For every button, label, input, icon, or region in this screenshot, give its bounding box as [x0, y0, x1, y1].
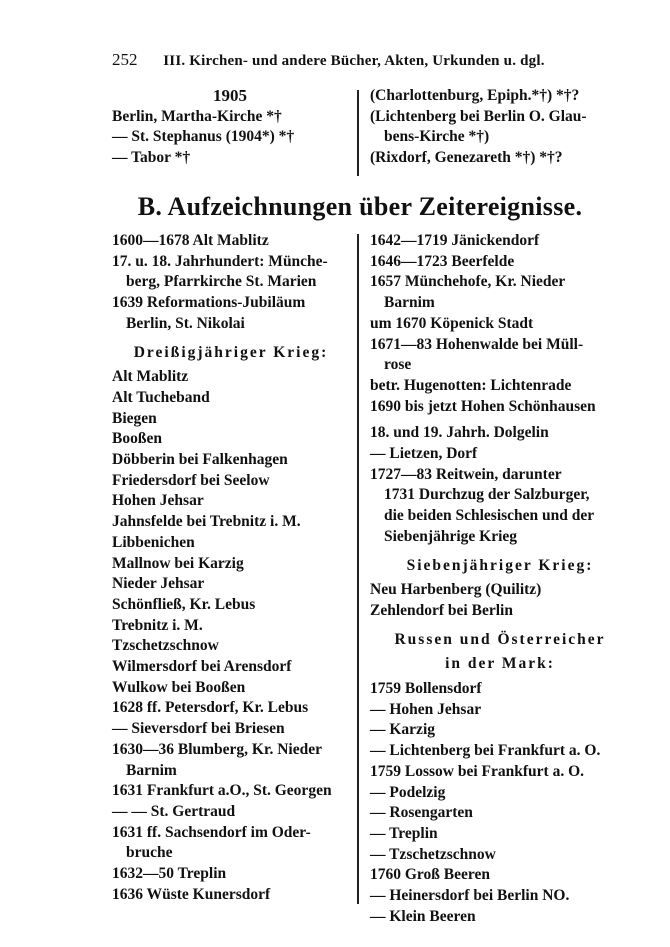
- entry-line: rose: [384, 356, 412, 374]
- entry-line: 1639 Reformations-Jubiläum: [112, 294, 306, 312]
- entry-line: 1642—1719 Jänickendorf: [370, 232, 540, 249]
- entry-line: — Tabor *†: [112, 149, 191, 167]
- entry-line: um 1670 Köpenick Stadt: [370, 314, 534, 332]
- entry-line: 1727—83 Reitwein, darunter: [370, 465, 562, 483]
- entry-line: — Klein Beeren: [370, 907, 476, 925]
- entry-line: berg, Pfarrkirche St. Marien: [126, 273, 317, 291]
- entry-line: Neu Harbenberg (Quilitz): [370, 581, 542, 599]
- entry-line: Siebenjährige Krieg: [384, 527, 518, 545]
- entry-line: — Karzig: [370, 721, 435, 739]
- entry-line: Jahnsfelde bei Trebnitz i. M.: [112, 513, 301, 531]
- entry-line: — St. Stephanus (1904*) *†: [112, 128, 295, 146]
- entry-line: Wilmersdorf bei Arensdorf: [112, 658, 292, 676]
- page-number: 252: [112, 50, 138, 69]
- entry-line: 1759 Lossow bei Frankfurt a. O.: [370, 762, 584, 780]
- entry-line: Wulkow bei Booßen: [112, 678, 246, 696]
- entry-line: 1646—1723 Beerfelde: [370, 252, 515, 270]
- entry-line: betr. Hugenotten: Lichtenrade: [370, 376, 572, 394]
- main-right-column: [370, 231, 630, 928]
- main-left-column: [112, 231, 350, 906]
- entry-line: Alt Mablitz: [112, 368, 189, 386]
- top-left-column: [112, 86, 348, 169]
- entry-line: — Treplin: [370, 824, 438, 842]
- entry-line: Berlin, St. Nikolai: [126, 314, 245, 332]
- entry-line: 1636 Wüste Kunersdorf: [112, 885, 271, 903]
- entry-line: — Tzschetzschnow: [370, 845, 496, 863]
- entry-line: 1631 ff. Sachsendorf im Oder-: [112, 823, 311, 841]
- subheading: Siebenjähriger Krieg:: [406, 556, 594, 574]
- entry-line: Barnim: [384, 294, 435, 312]
- entry-line: Biegen: [112, 409, 157, 427]
- entry-line: 1600—1678 Alt Mablitz: [112, 232, 269, 249]
- entry-line: 1657 Münchehofe, Kr. Nieder: [370, 273, 566, 291]
- entry-line: 1628 ff. Petersdorf, Kr. Lebus: [112, 699, 309, 717]
- entry-line: (Charlottenburg, Epiph.*†) *†?: [370, 87, 580, 104]
- entry-line: 1632—50 Treplin: [112, 865, 227, 883]
- entry-line: — — St. Gertraud: [112, 802, 236, 820]
- entry-line: — Lietzen, Dorf: [370, 445, 478, 463]
- entry-line: — Heinersdorf bei Berlin NO.: [370, 887, 570, 905]
- section-heading: B. Aufzeichnungen über Zeitereignisse.: [137, 192, 583, 221]
- entry-line: Libbenichen: [112, 533, 195, 551]
- column-divider: [357, 234, 359, 904]
- entry-line: 1630—36 Blumberg, Kr. Nieder: [112, 740, 322, 758]
- entry-line: — Lichtenberg bei Frankfurt a. O.: [370, 742, 601, 760]
- entry-line: (Lichtenberg bei Berlin O. Glau-: [370, 107, 587, 125]
- entry-line: — Hohen Jehsar: [370, 700, 482, 718]
- running-title: III. Kirchen- und andere Bücher, Akten, Urkunden u. dgl.: [163, 53, 545, 69]
- entry-line: — Podelzig: [370, 783, 446, 801]
- entry-line: Tzschetzschnow: [112, 637, 219, 655]
- entry-line: bruche: [126, 844, 173, 862]
- top-right-column: [370, 86, 630, 169]
- entry-line: Hohen Jehsar: [112, 492, 204, 510]
- entry-line: Friedersdorf bei Seelow: [112, 471, 270, 489]
- subheading: Russen und Österreicher: [394, 630, 606, 648]
- entry-line: 1671—83 Hohenwalde bei Müll-: [370, 335, 584, 353]
- entry-line: Nieder Jehsar: [112, 575, 205, 593]
- entry-line: — Sieversdorf bei Briesen: [112, 720, 285, 738]
- entry-line: 1759 Bollensdorf: [370, 680, 482, 698]
- entry-line: (Rixdorf, Genezareth *†) *†?: [370, 149, 563, 167]
- entry-line: 1631 Frankfurt a.O., St. Georgen: [112, 782, 332, 800]
- running-header: [112, 50, 652, 70]
- entry-line: Trebnitz i. M.: [112, 616, 203, 634]
- entry-line: — Rosengarten: [370, 804, 473, 822]
- entry-line: 18. und 19. Jahrh. Dolgelin: [370, 424, 549, 442]
- entry-line: 1731 Durchzug der Salzburger,: [384, 486, 590, 504]
- entry-line: 17. u. 18. Jahrhundert: Münche-: [112, 252, 328, 270]
- year-heading: 1905: [213, 86, 247, 105]
- subheading: in der Mark:: [445, 655, 555, 673]
- entry-line: Döbberin bei Falkenhagen: [112, 451, 288, 469]
- entry-line: Barnim: [126, 761, 177, 779]
- entry-line: Alt Tucheband: [112, 388, 210, 406]
- entry-line: bens-Kirche *†): [384, 128, 490, 146]
- entry-line: Booßen: [112, 430, 162, 448]
- entry-line: 1690 bis jetzt Hohen Schönhausen: [370, 397, 596, 415]
- subheading: Dreißigjähriger Krieg:: [133, 343, 329, 361]
- entry-line: Schönfließ, Kr. Lebus: [112, 595, 256, 613]
- entry-line: Mallnow bei Karzig: [112, 554, 244, 572]
- entry-line: Zehlendorf bei Berlin: [370, 601, 513, 619]
- entry-line: die beiden Schlesischen und der: [384, 507, 595, 525]
- column-divider: [357, 90, 359, 176]
- entry-line: Berlin, Martha-Kirche *†: [112, 107, 282, 125]
- entry-line: 1760 Groß Beeren: [370, 866, 490, 884]
